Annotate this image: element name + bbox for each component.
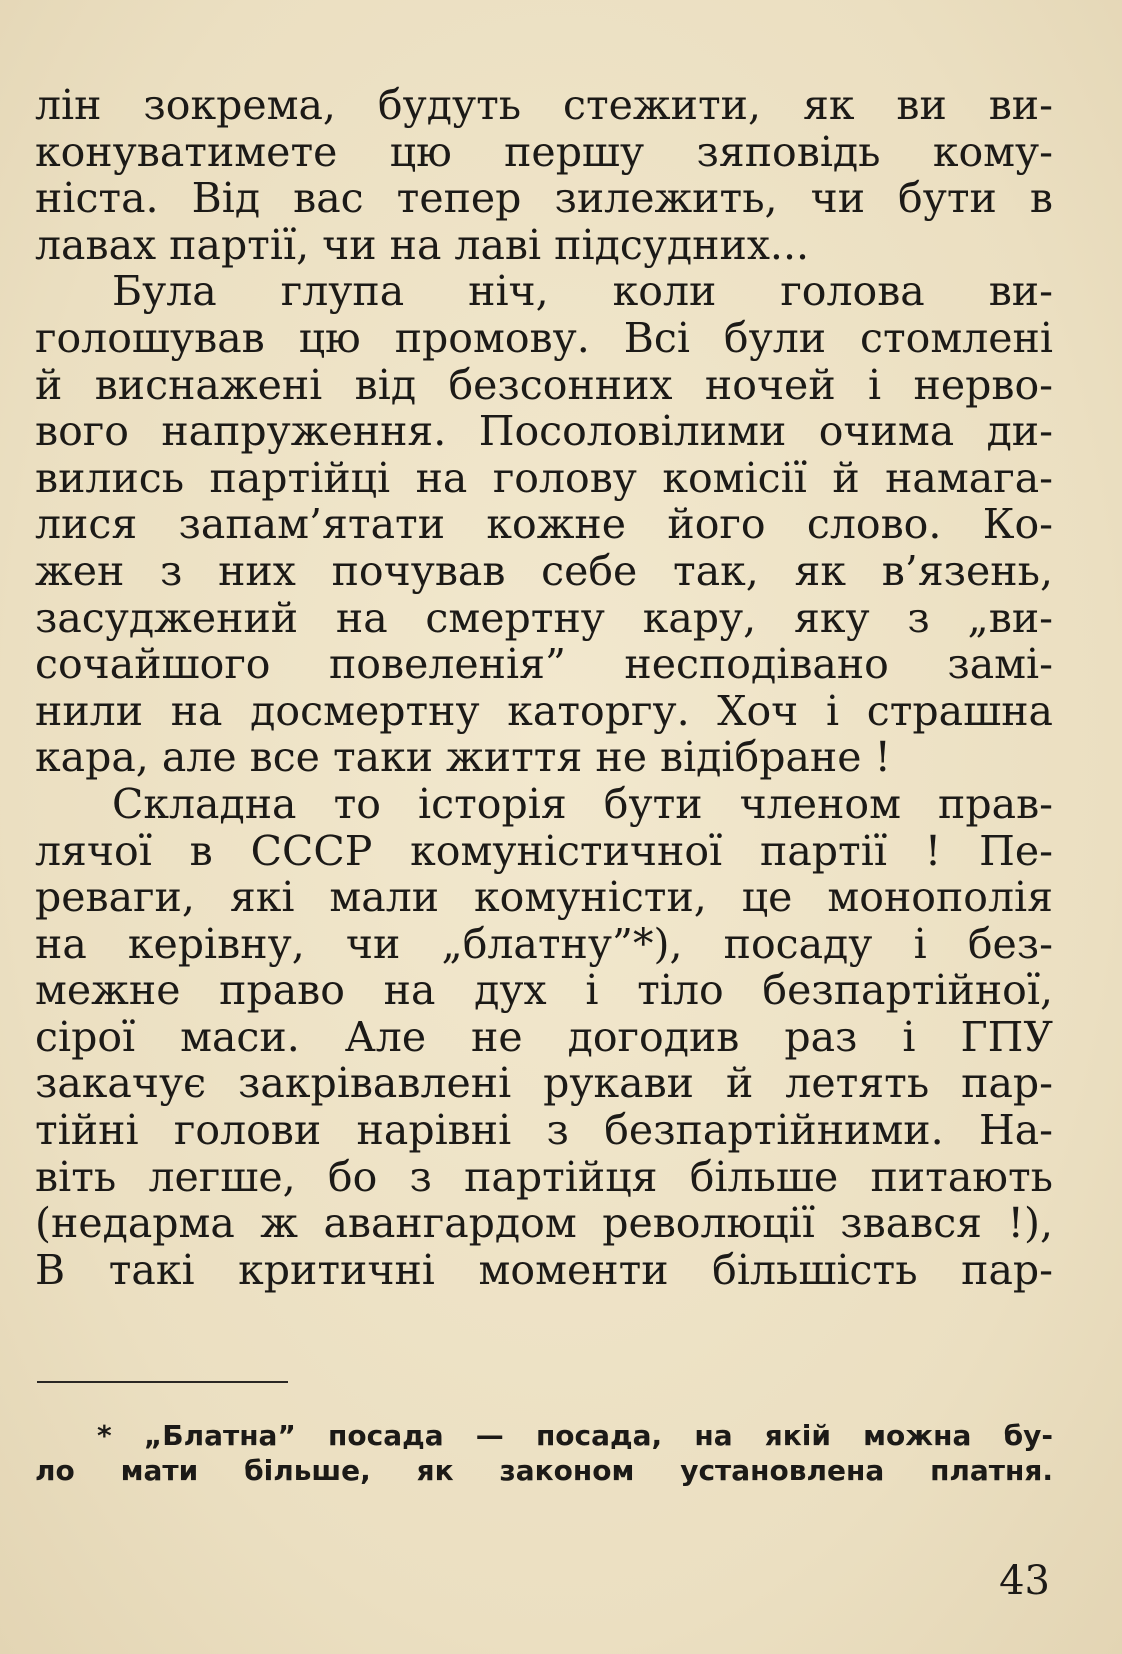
text-line: нили на досмертну каторгу. Хоч і страшна (35, 686, 1053, 735)
footnote-line: * „Блатна” посада — посада, на якій можна бу- (97, 1419, 1053, 1452)
text-line: реваги, які мали комуністи, це монополія (35, 873, 1053, 922)
text-line: й виснажені від безсонних ночей і нерво- (35, 360, 1053, 409)
text-line: межне право на дух і тіло безпартійної, (35, 966, 1053, 1015)
text-line: вились партійці на голову комісії й намага- (35, 453, 1053, 502)
footnote-line: ло мати більше, як законом установлена платня. (35, 1454, 1053, 1487)
text-line: Складна то історія бути членом прав- (112, 779, 1053, 828)
text-line: вого напруження. Посоловілими очима ди- (35, 407, 1053, 456)
text-line: сірої маси. Але не догодив раз і ГПУ (35, 1012, 1053, 1061)
text-line: ніста. Від вас тепер зилежить, чи бути в (35, 174, 1053, 223)
text-line: засуджений на смертну кару, яку з „ви- (35, 593, 1053, 642)
text-line: кара, але все таки життя не відібране ! (35, 733, 892, 782)
page-number: 43 (999, 1558, 1050, 1604)
text-line: на керівну, чи „блатну”*), посаду і без- (35, 919, 1053, 968)
text-line: сочайшого повеленія” несподівано замі- (35, 640, 1053, 689)
text-line: лавах партії, чи на лаві підсудних... (35, 220, 810, 269)
text-line: лін зокрема, будуть стежити, як ви ви- (35, 81, 1053, 129)
text-line: (недарма ж авангардом революції звався !), (35, 1199, 1053, 1248)
text-line: В такі критичні моменти більшість пар- (35, 1245, 1053, 1294)
text-line: віть легше, бо з партійця більше питають (35, 1152, 1053, 1201)
text-line: лячої в СССР комуністичної партії ! Пе- (35, 826, 1053, 875)
text-line: конуватимете цю першу зяповідь кому- (35, 127, 1053, 176)
text-line: жен з них почував себе так, як в’язень, (35, 546, 1053, 595)
text-line: Була глупа ніч, коли голова ви- (112, 267, 1053, 316)
text-line: голошував цю промову. Всі були стомлені (35, 313, 1053, 362)
main-text (35, 82, 1053, 1293)
footnote (35, 1418, 1053, 1488)
text-line: тійні голови нарівні з безпартійними. На- (35, 1106, 1053, 1155)
text-line: закачує закрівавлені рукави й летять пар- (35, 1059, 1053, 1108)
footnote-divider (37, 1381, 288, 1383)
text-line: лися запам’ятати кожне його слово. Ко- (35, 500, 1053, 549)
